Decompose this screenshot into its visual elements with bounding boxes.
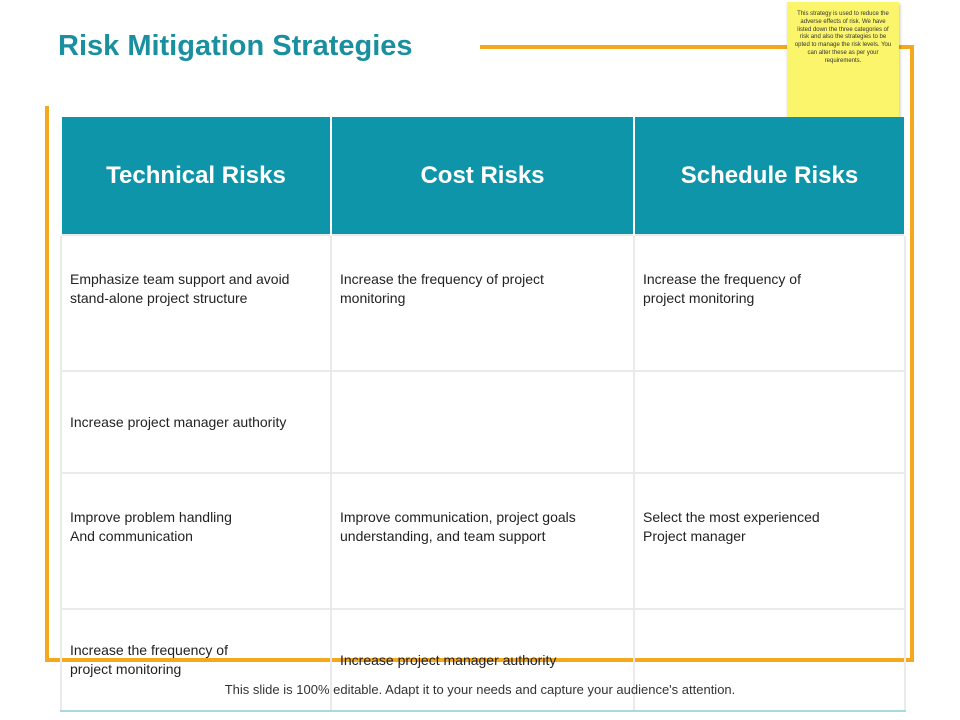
table-row <box>61 235 905 371</box>
table-cell <box>61 371 331 473</box>
cell-text: Improve problem handling And communication <box>70 509 232 544</box>
header-technical-risks: Technical Risks <box>61 117 331 235</box>
table-cell <box>61 235 331 371</box>
table-cell <box>331 235 634 371</box>
frame-right-border <box>910 45 914 662</box>
cell-text: Increase project manager authority <box>70 413 287 430</box>
cell-text: Increase the frequency of project monitoring <box>70 642 228 677</box>
header-schedule-risks: Schedule Risks <box>634 117 905 235</box>
table-header-row <box>61 117 905 235</box>
table-row <box>61 473 905 609</box>
table-cell <box>634 235 905 371</box>
table-cell <box>634 371 905 473</box>
table-cell <box>331 371 634 473</box>
table-cell <box>61 473 331 609</box>
header-cost-risks: Cost Risks <box>331 117 634 235</box>
table-cell <box>634 473 905 609</box>
sticky-note: This strategy is used to reduce the adverse effects of risk. We have listed down the three categories of risk and also the strategies to be opted to manage the risk levels. You can alter these as per your requirements. <box>787 2 899 119</box>
frame-left-border <box>45 106 49 662</box>
footer-text: This slide is 100% editable. Adapt it to your needs and capture your audience's attention. <box>224 682 736 697</box>
page-title: Risk Mitigation Strategies <box>58 30 413 62</box>
cell-text: Increase project manager authority <box>340 651 557 668</box>
cell-text: Increase the frequency of project monitoring <box>340 271 544 306</box>
cell-text: Improve communication, project goals understanding, and team support <box>340 509 576 544</box>
table-cell <box>331 473 634 609</box>
cell-text: Increase the frequency of project monitoring <box>643 271 801 306</box>
table-row <box>61 371 905 473</box>
cell-text: Select the most experienced Project manager <box>643 509 820 544</box>
cell-text: Emphasize team support and avoid stand-alone project structure <box>70 271 290 306</box>
risk-table <box>60 117 904 712</box>
